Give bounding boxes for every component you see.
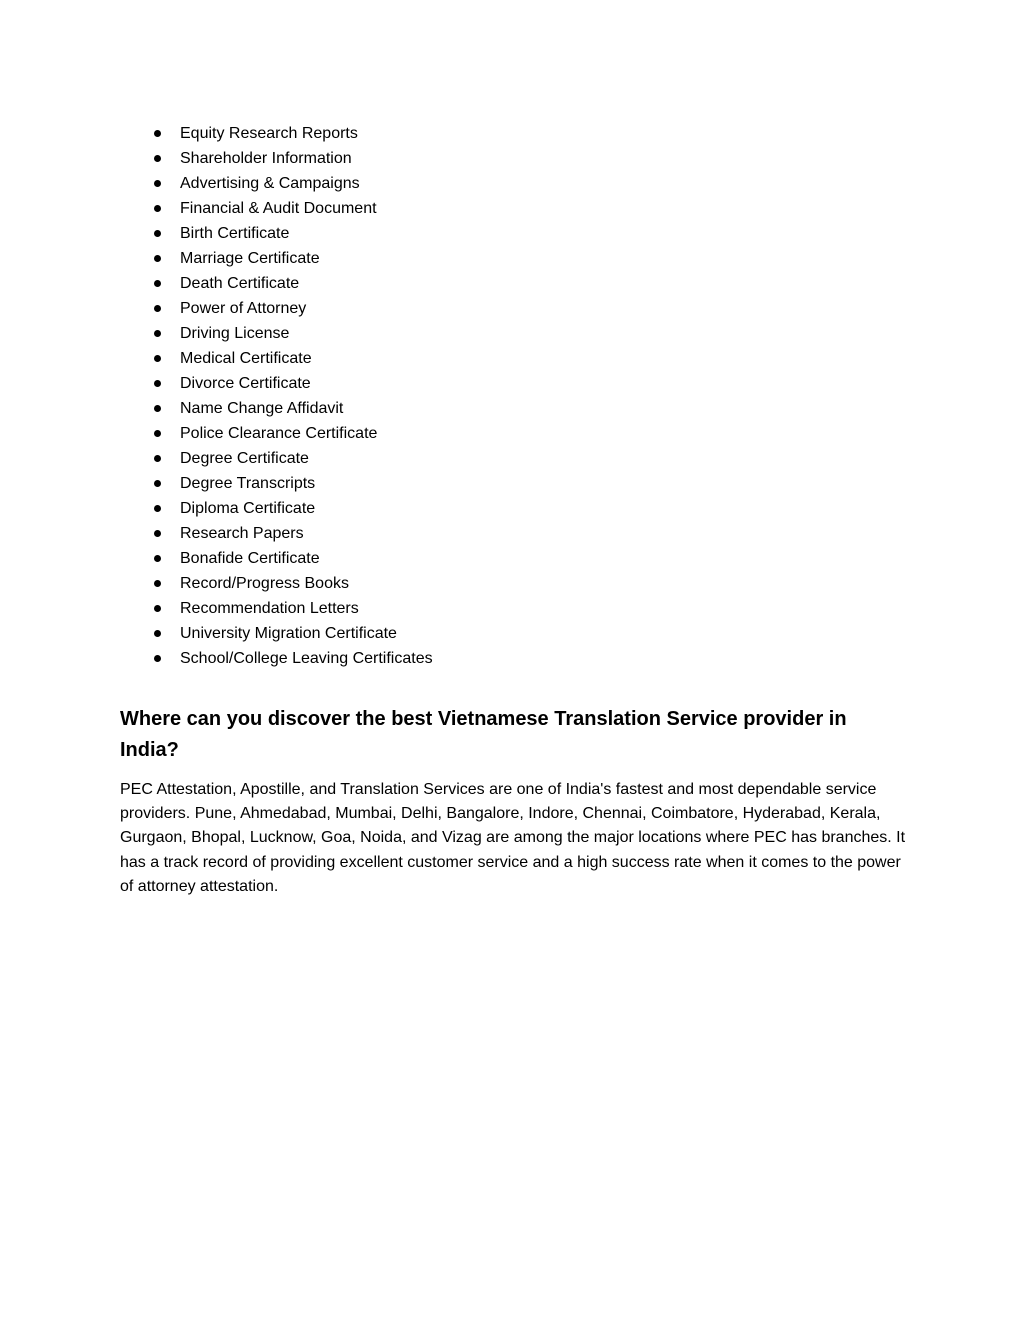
bullet-icon [154, 155, 161, 162]
list-item [120, 471, 900, 496]
list-item [120, 271, 900, 296]
bullet-icon [154, 530, 161, 537]
section-heading: Where can you discover the best Vietnamese Translation Service provider in India? [120, 708, 847, 761]
bullet-icon [154, 430, 161, 437]
list-item [120, 421, 900, 446]
list-item [120, 246, 900, 271]
bullet-icon [154, 655, 161, 662]
list-item-text: Police Clearance Certificate [180, 425, 378, 442]
list-item-text: Record/Progress Books [180, 575, 349, 592]
list-item-text: Degree Certificate [180, 450, 309, 467]
bullet-icon [154, 505, 161, 512]
list-item-text: School/College Leaving Certificates [180, 650, 433, 667]
bullet-icon [154, 630, 161, 637]
list-item-text: Bonafide Certificate [180, 550, 320, 567]
list-item-text: Financial & Audit Document [180, 200, 377, 217]
list-item [120, 646, 900, 671]
list-item [120, 321, 900, 346]
list-item-text: Diploma Certificate [180, 500, 316, 517]
list-item [120, 396, 900, 421]
bullet-icon [154, 130, 161, 137]
bullet-icon [154, 580, 161, 587]
list-item [120, 146, 900, 171]
list-item [120, 171, 900, 196]
list-item-text: Divorce Certificate [180, 375, 311, 392]
list-item [120, 596, 900, 621]
list-item-text: Driving License [180, 325, 290, 342]
section-paragraph: PEC Attestation, Apostille, and Translation Services are one of India's fastest and most dependable service providers. Pune, Ahmedabad, Mumbai, Delhi, Bangalore, Indore, Chennai, Coimbatore, Hyderabad, Kerala, Gurgaon, Bhopal, Lucknow, Goa, Noida, and Vizag are among the major locations where PEC has branches. It has a track record of providing excellent customer service and a high success rate when it comes to the power of attorney attestation. [120, 781, 906, 895]
bullet-icon [154, 230, 161, 237]
bullet-icon [154, 280, 161, 287]
bullet-icon [154, 380, 161, 387]
bullet-icon [154, 405, 161, 412]
list-item [120, 221, 900, 246]
list-item-text: Equity Research Reports [180, 125, 358, 142]
list-item [120, 296, 900, 321]
document-type-list [120, 121, 900, 671]
list-item-text: Recommendation Letters [180, 600, 359, 617]
list-item-text: University Migration Certificate [180, 625, 397, 642]
list-item [120, 621, 900, 646]
bullet-icon [154, 355, 161, 362]
list-item-text: Research Papers [180, 525, 304, 542]
list-item [120, 196, 900, 221]
list-item-text: Degree Transcripts [180, 475, 316, 492]
bullet-icon [154, 205, 161, 212]
list-item-text: Medical Certificate [180, 350, 312, 367]
bullet-icon [154, 480, 161, 487]
list-item [120, 546, 900, 571]
list-item [120, 571, 900, 596]
bullet-icon [154, 330, 161, 337]
list-item-text: Name Change Affidavit [180, 400, 344, 417]
bullet-icon [154, 555, 161, 562]
list-item [120, 121, 900, 146]
list-item-text: Advertising & Campaigns [180, 175, 360, 192]
list-item [120, 371, 900, 396]
list-item [120, 446, 900, 471]
list-item-text: Power of Attorney [180, 300, 307, 317]
list-item-text: Shareholder Information [180, 150, 352, 167]
list-item [120, 346, 900, 371]
list-item-text: Birth Certificate [180, 225, 290, 242]
bullet-icon [154, 255, 161, 262]
list-item [120, 521, 900, 546]
bullet-icon [154, 180, 161, 187]
bullet-icon [154, 305, 161, 312]
list-item-text: Death Certificate [180, 275, 300, 292]
list-item [120, 496, 900, 521]
bullet-icon [154, 455, 161, 462]
list-item-text: Marriage Certificate [180, 250, 320, 267]
bullet-icon [154, 605, 161, 612]
